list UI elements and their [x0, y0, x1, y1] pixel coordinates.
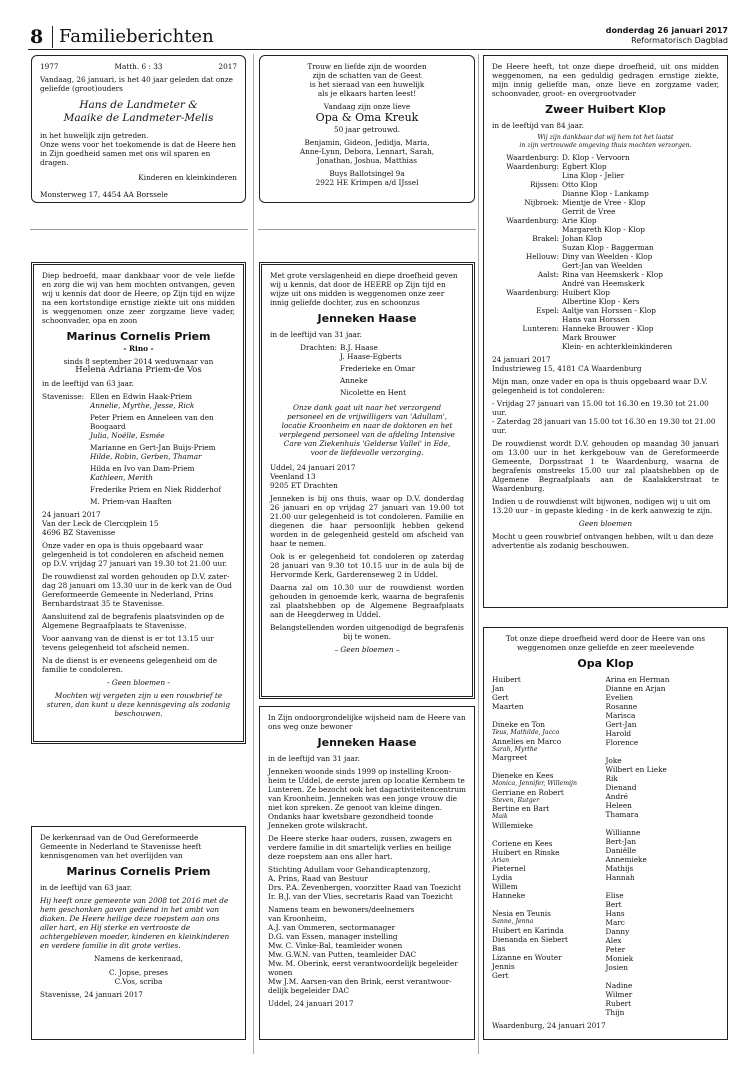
grandchildren: Hilde, Robin, Gerben, Thamar [90, 452, 202, 461]
address: 4696 BZ Stavenisse [42, 528, 116, 537]
family-member: Gert [492, 693, 509, 702]
address: Buys Ballotsingel 9a [329, 169, 405, 178]
signature-line: Mw. M. Oberink, eerst verantwoordelijk begeleider [268, 959, 458, 968]
signature: Kinderen en kleinkinderen [138, 173, 237, 182]
family-member: Bas [492, 943, 506, 953]
deceased-name: Jenneken Haase [317, 312, 417, 325]
date: 24 januari 2017 [492, 355, 551, 364]
family-member: Rubert [605, 999, 632, 1008]
family-list-right [606, 675, 720, 1017]
family-member: Gert [492, 970, 509, 980]
thanks-note: Onze dank gaat uit naar het verzorgend personeel en de vrijwilligers van 'Adullam', locatie Kroonheim en naar de doktoren en het verplegend personeel van de afdeling Intensive Care van Ziekenhuis 'Gelderse Vallei' in Ede, voor de liefdevolle verzorging. [279, 403, 455, 457]
family-names [90, 413, 235, 440]
place-label: Waardenburg: [506, 288, 559, 297]
signatory: C.Vos, scriba [114, 977, 163, 986]
family-member: Elise [605, 891, 624, 900]
family-names [562, 153, 719, 162]
poem-line: is het sieraad van een huwelijk [309, 80, 425, 89]
family-member: Rosanne [605, 702, 638, 711]
place-label: Nijbroek: [524, 198, 559, 207]
place-label: Hellouw: [525, 252, 559, 261]
family-member: André van Heemskerk [562, 279, 645, 288]
family-member: Gert-Jan [605, 720, 637, 729]
address: 9205 ET Drachten [270, 481, 338, 490]
place-label: Drachten: [300, 343, 337, 352]
family-member: Moniek [605, 954, 634, 963]
family-group [492, 306, 719, 324]
signature-line: Namens team en bewoners/deelnemers [268, 905, 415, 914]
address: Uddel, 24 januari 2017 [270, 463, 356, 472]
intro-text: De Heere heeft, tot onze diepe droefheid, uit ons midden weggenomen, na een geduldig gedragen ernstige ziekte, mijn innig geliefde man, onze lieve en zorgzame vader, schoonvader, groot- en overgrootvader [492, 62, 719, 98]
obituary-marinus-priem [31, 262, 246, 744]
signature: Namens de kerkenraad, [94, 954, 183, 963]
body-text: Onze vader en opa is thuis opgebaard waar gelegenheid is tot condoleren en afscheid nemen op D.V. vrijdag 27 januari van 19.30 tot 21.00 uur. [42, 541, 228, 568]
no-flowers-note: - Geen bloemen - [107, 678, 170, 687]
date: Stavenisse, 24 januari 2017 [40, 990, 143, 999]
family-member: Harold [605, 729, 632, 738]
years-married: 50 jaar getrouwd. [333, 125, 401, 134]
family-member [492, 762, 606, 771]
family-member: Anneke [340, 376, 368, 385]
couple-name: Opa & Oma Kreuk [315, 111, 419, 124]
intro-text: Vandaag, 26 januari, is het 40 jaar geleden dat onze geliefde (groot)ouders [40, 75, 233, 93]
body-text: Mocht u geen rouwbrief ontvangen hebben, wilt u dan deze advertentie als zodanig beschouwen. [492, 532, 714, 550]
family-group [492, 180, 719, 198]
family-member: Ellen en Edwin Haak-Priem [90, 392, 193, 401]
family-member: Rik [605, 774, 618, 783]
family-member: Dienand [605, 783, 637, 792]
place-label: Lunteren: [522, 324, 559, 333]
family-member: B.J. Haase [340, 343, 378, 352]
obituary-jenneken-haase-adullam [259, 706, 475, 1040]
family-member: Mark Brouwer [562, 333, 617, 342]
family-list [492, 153, 719, 351]
deceased-name: Marinus Cornelis Priem [66, 330, 211, 343]
family-group [42, 464, 235, 482]
organization-signatures [268, 865, 466, 901]
team-signatures [268, 905, 466, 995]
family-member: M. Priem-van Haaften [90, 497, 172, 506]
poem-line: zijn de schatten van de Geest [312, 71, 422, 80]
family-member: Egbert Klop [562, 162, 607, 171]
deceased-name: Opa Klop [577, 657, 634, 670]
body-text: Belangstellenden worden uitgenodigd de begrafenis bij te wonen. [270, 623, 464, 641]
family-member: Lina Klop - Jelier [562, 171, 625, 180]
family-member: André [605, 792, 628, 801]
intro-text: Met grote verslagenheid en diepe droefheid geven wij u kennis, dat door de HEERE op Zijn tijd en wijze uit ons midden is weggenomen onze zeer innig geliefde dochter, zus en schoonzus [270, 271, 458, 307]
family-member: Suzan Klop - Baggerman [562, 243, 654, 252]
page-header [28, 26, 728, 50]
widower-line: Helena Adriana Priem-de Vos [75, 365, 202, 375]
family-member [606, 972, 720, 981]
date: Uddel, 24 januari 2017 [268, 999, 354, 1008]
place-label: Stavenisse: [42, 392, 85, 401]
family-member: Dieneke en Kees [492, 771, 554, 780]
bible-verse: Matth. 6 : 33 [114, 62, 163, 71]
children-line: Benjamin, Gideon, Jedidja, Maria, [304, 138, 430, 147]
family-member: Daniëlle [605, 846, 637, 855]
body-text: Daarna zal om 10.30 uur de rouwdienst worden gehouden in genoemde kerk, waarna de begrafenis zal plaatshebben op de Algemene Begraafplaats aan de Heegderweg in Uddel. [270, 583, 464, 619]
body-text: De rouwdienst wordt D.V. gehouden op maandag 30 januari om 13.00 uur in het kerkgebouw van de Gereformeerde Gemeente, Dorpsstraat 1 te Waardenburg, waarna de begrafenis omstreeks 15.00 uur zal plaatshebben op de Algemene Begraafplaats aan de Kaalakkerstraat te Waardenburg. [492, 439, 719, 493]
year-end: 2017 [218, 62, 237, 71]
no-flowers-note: – Geen bloemen – [334, 645, 400, 654]
family-member: Willemieke [492, 820, 534, 830]
family-member: Hans van Horssen [562, 315, 630, 324]
grandchildren: Sarah, Myrthe [492, 745, 538, 753]
family-group [42, 443, 235, 461]
address: Industrieweg 15, 4181 CA Waardenburg [492, 364, 642, 373]
header-date [606, 26, 728, 46]
family-names [562, 216, 719, 234]
body-text: Indien u de rouwdienst wilt bijwonen, nodigen wij u uit om 13.20 uur - in gepaste kleding - in de kerk aanwezig te zijn. [492, 497, 713, 515]
couple-name: Maaike de Landmeter-Melis [63, 112, 214, 124]
family-member: Arina en Herman [605, 675, 670, 684]
grandchildren: Annelie, Myrthe, Jesse, Rick [90, 401, 195, 410]
obituary-opa-klop [483, 627, 728, 1040]
family-member: Huibert [492, 675, 521, 684]
family-member: Pieternel [492, 864, 526, 873]
intro-text: De kerkenraad van de Oud Gereformeerde Gemeente in Nederland te Stavenisse heeft kennisgenomen van het overlijden van [40, 833, 202, 860]
place-label [42, 497, 90, 506]
signature-line: Mw J.M. Aarsen-van den Brink, eerst verantwoordelijk begeleider DAC [268, 977, 452, 995]
family-member: Thijn [605, 1008, 625, 1017]
column-rule [253, 54, 254, 1054]
grandchildren: Steven, Rutger [492, 796, 540, 804]
family-member [606, 819, 720, 828]
intro-text: Vandaag zijn onze lieve [323, 102, 411, 111]
family-names [562, 234, 719, 252]
family-member [492, 900, 606, 909]
body-text: Mijn man, onze vader en opa is thuis opgebaard waar D.V. gelegenheid is tot condoleren: [492, 377, 708, 395]
family-member: Annelies en Marco [492, 736, 562, 746]
poem-line: als je elkaars harten leest! [317, 89, 417, 98]
family-member: Marianne en Gert-Jan Buijs-Priem [90, 443, 216, 452]
family-names [90, 497, 235, 506]
children-line: Jonathan, Joshua, Matthias [317, 156, 417, 165]
family-names [562, 306, 719, 324]
family-member [492, 711, 606, 720]
quote: Hij heeft onze gemeente van 2008 tot 2016 met de hem geschonken gaven gediend in het ambt van diaken. De Heere heilige deze roepstem aan ons aller hart, en Hij sterke en vertrooste de achtergebleven moeder, kinderen en kleinkinderen en verdere familie in dit grote verlies. [40, 896, 230, 950]
grandchildren: Arian [492, 856, 510, 864]
family-member [492, 830, 606, 839]
family-member: Danny [605, 927, 630, 936]
address: Monsterweg 17, 4454 AA Borssele [40, 190, 168, 199]
family-member: Mientje de Vree - Klop [562, 198, 646, 207]
place-label: Aalst: [537, 270, 559, 279]
widower-line: sinds 8 september 2014 weduwnaar van [63, 357, 214, 366]
family-member: Albertine Klop - Kers [562, 297, 640, 306]
family-member: Klein- en achterkleinkinderen [562, 342, 673, 351]
family-group [42, 413, 235, 440]
family-member: Huibert en Karinda [492, 925, 564, 935]
family-member: Peter [605, 945, 626, 954]
signatory: C. Jopse, preses [109, 968, 168, 977]
family-member: Gerrit de Vree [562, 207, 616, 216]
family-member: Dienanda en Siebert [492, 934, 568, 944]
signature-line: Mw. G.W.N. van Putten, teamleider DAC [268, 950, 417, 959]
body-text: Jenneken is bij ons thuis, waar op D.V. donderdag 26 januari en op vrijdag 27 januari van 19.00 tot 21.00 uur gelegenheid is tot condoleren. Familie en diegenen die haar persoonlijk hebben gekend worden in de gelegenheid gesteld om afscheid van haar te nemen. [270, 494, 464, 548]
family-member: Joke [605, 756, 622, 765]
place-label: Waardenburg: [506, 153, 559, 162]
family-names [562, 270, 719, 288]
family-member: Rina van Heemskerk - Klop [562, 270, 663, 279]
signature-line: Ir. B.J. van der Vlies, secretaris Raad van Toezicht [268, 892, 453, 901]
grandchildren: Kathleen, Merith [90, 473, 153, 482]
body-text: De Heere sterke haar ouders, zussen, zwagers en verdere familie in dit smartelijk verlies en heilige deze roepstem aan ons aller hart. [268, 834, 453, 861]
children-line: Anne-Lynn, Debora, Lennart, Sarah, [299, 147, 435, 156]
family-member: Thamara [605, 810, 639, 819]
intro-text: In Zijn ondoorgrondelijke wijsheid nam de Heere van ons weg onze bewoner [268, 713, 466, 731]
family-list-left [492, 675, 606, 1017]
family-member: Nicolette en Hent [340, 388, 407, 397]
obituary-zweer-klop [483, 55, 728, 608]
family-member: Coriene en Kees [492, 838, 553, 848]
family-member: Bert-Jan [605, 837, 637, 846]
body-text: Ook is er gelegenheid tot condoleren op zaterdag 28 januari van 9.30 tot 10.15 uur in de aula bij de Hervormde Kerk, Garderenseweg 2 in Uddel. [270, 552, 464, 579]
family-names [90, 464, 235, 482]
address: Veenland 13 [270, 472, 316, 481]
family-member: Nadine [605, 981, 633, 990]
family-list [270, 343, 464, 397]
family-member: Maarten [492, 702, 524, 711]
body-text: Na de dienst is er eveneens gelegenheid om de familie te condoleren. [42, 656, 218, 674]
body-text: Jenneken woonde sinds 1999 op instelling Kroonheim te Uddel, de eerste jaren op locatie Kernhem te Lunteren. Ze bezocht ook het dagactiviteitencentrum van Kroonheim. Jenneken was een jonge vrouw die niet kon spreken. Ze genoot van kleine dingen. Ondanks haar kwetsbare gezondheid toonde Jenneken grote wilskracht. [268, 767, 466, 830]
grandchildren: Julia, Noëlle, Esmée [90, 431, 165, 440]
age: in de leeftijd van 63 jaar. [40, 883, 132, 892]
body-text: Onze wens voor het toekomende is dat de Heere hen in Zijn goedheid samen met ons wil sparen en dragen. [40, 140, 237, 167]
age: in de leeftijd van 63 jaar. [42, 379, 134, 388]
family-member: Huibert en Rinske [492, 847, 560, 857]
family-member: Huibert Klop [562, 288, 610, 297]
family-member: Lydia [492, 873, 513, 882]
obituary-church-council [31, 826, 246, 1040]
anniversary-ad-landmeter [31, 55, 246, 203]
family-member: Peter Priem en Anneleen van den Boogaard [90, 413, 214, 431]
family-member [606, 747, 720, 756]
age: in de leeftijd van 31 jaar. [270, 330, 362, 339]
no-flowers-note: Geen bloemen [578, 519, 633, 528]
grandchildren: Monica, Jennifer, Willemijn [492, 780, 577, 787]
date: 24 januari 2017 [42, 510, 101, 519]
family-member: Nesia en Teunis [492, 909, 551, 918]
family-member: Jennis [492, 961, 515, 971]
family-names [562, 162, 719, 180]
signature-line: wonen [268, 968, 293, 977]
signature-line: van Kroonheim, [268, 914, 327, 923]
family-group [492, 252, 719, 270]
age: in de leeftijd van 31 jaar. [268, 754, 360, 763]
family-group [492, 288, 719, 306]
family-member: Aaltje van Horssen - Klop [562, 306, 656, 315]
family-member: Bertine en Bart [492, 804, 550, 813]
horizontal-rule [30, 229, 248, 230]
place-label: Brakel: [532, 234, 559, 243]
family-member: Hannah [605, 873, 635, 882]
place-label [42, 464, 90, 482]
place-label [42, 443, 90, 461]
family-member: Wilbert en Lieke [605, 765, 667, 774]
grandchildren: Teus, Mathilde, Jacco [492, 729, 560, 736]
couple-name: Hans de Landmeter & [79, 99, 198, 111]
place-label: Espel: [536, 306, 559, 315]
family-group [42, 497, 235, 506]
body-text: Mochten wij vergeten zijn u een rouwbrief te sturen, dan kunt u deze kennisgeving als zodanig beschouwen. [46, 691, 231, 718]
year-start: 1977 [40, 62, 59, 71]
family-member: Marisca [605, 711, 636, 720]
family-member: Wilmer [605, 990, 633, 999]
body-text: - Zaterdag 28 januari van 15.00 tot 16.30 en 19.30 tot 21.00 uur. [492, 417, 716, 435]
date: Waardenburg, 24 januari 2017 [492, 1021, 606, 1030]
family-member: Heleen [605, 801, 632, 810]
family-names [90, 443, 235, 461]
poem-line: Trouw en liefde zijn de woorden [307, 62, 427, 71]
family-member: Lizanne en Wouter [492, 952, 562, 962]
deceased-name: Zweer Huibert Klop [545, 103, 666, 116]
body-text: Voor aanvang van de dienst is er tot 13.15 uur tevens gelegenheid tot afscheid nemen. [42, 634, 214, 652]
family-member: Frederike Priem en Niek Ridderhof [90, 485, 221, 494]
place-label: Waardenburg: [506, 216, 559, 225]
place-label: Rijssen: [529, 180, 559, 189]
family-names [562, 288, 719, 306]
nickname: - Rino - [123, 344, 154, 353]
grandchildren: Sanne, Jenna [492, 918, 534, 925]
family-group [492, 162, 719, 180]
family-member: Gert-Jan van Weelden [562, 261, 643, 270]
age: in de leeftijd van 84 jaar. [492, 121, 584, 130]
family-member: Dineke en Ton [492, 720, 545, 729]
address: 2922 HE Krimpen a/d IJssel [315, 178, 419, 187]
paper-name: Reformatorisch Dagblad [631, 36, 728, 45]
intro-text: Tot onze diepe droefheid werd door de Heere van ons weggenomen onze geliefde en zeer meelevende [505, 634, 706, 652]
family-member: Marc [605, 918, 625, 927]
quote: in zijn vertrouwde omgeving thuis mochten verzorgen. [519, 141, 692, 149]
family-member: Willianne [605, 828, 641, 837]
family-group [42, 485, 235, 494]
signature-line: Stichting Adullam voor Gehandicaptenzorg, [268, 865, 431, 874]
family-group [492, 153, 719, 162]
family-member: Otto Klop [562, 180, 598, 189]
anniversary-ad-kreuk [259, 55, 475, 203]
family-member: Margareth Klop - Klop [562, 225, 645, 234]
family-member: Hanneke [492, 891, 526, 900]
family-member: Dianne en Arjan [605, 684, 666, 693]
page-number: 8 [30, 26, 44, 48]
body-text: De rouwdienst zal worden gehouden op D.V. zaterdag 28 januari om 13.30 uur in de kerk van de Oud Gereformeerde Gemeente in Nederland, Prins Bernhardstraat 35 te Stavenisse. [42, 572, 232, 608]
family-member: Josien [605, 963, 628, 972]
deceased-name: Marinus Cornelis Priem [66, 865, 211, 878]
family-member: Willem [492, 882, 518, 891]
obituary-jenneken-haase-family [259, 262, 475, 699]
grandchildren: Maik [492, 813, 508, 820]
family-member: Diny van Weelden - Klop [562, 252, 653, 261]
family-member: Bert [605, 900, 622, 909]
horizontal-rule [258, 229, 476, 230]
family-list [42, 392, 235, 506]
signature-line: Drs. P.A. Zevenbergen, voorzitter Raad van Toezicht [268, 883, 462, 892]
family-group [42, 392, 235, 410]
family-member [606, 882, 720, 891]
family-member: Florence [605, 738, 639, 747]
family-group [492, 270, 719, 288]
family-names [90, 392, 235, 410]
family-member: Arie Klop [562, 216, 597, 225]
family-names [562, 252, 719, 270]
family-member: Alex [605, 936, 622, 945]
family-member: Margreet [492, 753, 528, 762]
column-rule [478, 54, 479, 1054]
family-member: Frederieke en Omar [340, 364, 416, 373]
family-member: Annemieke [605, 855, 647, 864]
family-names [562, 198, 719, 216]
family-names [562, 180, 719, 198]
family-member: Mathijs [605, 864, 634, 873]
family-member: Hans [605, 909, 625, 918]
signature-line: A. Prins, Raad van Bestuur [268, 874, 368, 883]
family-group [492, 198, 719, 216]
family-member: Johan Klop [562, 234, 603, 243]
family-member: J. Haase-Egberts [340, 352, 402, 361]
family-group [492, 216, 719, 234]
body-text: Aansluitend zal de begrafenis plaatsvinden op de Algemene Begraafplaats te Stavenisse. [42, 612, 225, 630]
place-label [42, 485, 90, 494]
signature-line: D.G. van Essen, manager instelling [268, 932, 398, 941]
family-names [562, 324, 719, 351]
family-member: Hanneke Brouwer - Klop [562, 324, 654, 333]
intro-text: Diep bedroefd, maar dankbaar voor de vele liefde en zorg die wij van hem mochten ontvangen, geven wij u kennis dat door de Heere, op Zijn tijd en wijze na een kortstondige ernstige ziekte uit ons midden is weggenomen onze zeer zorgzame lieve vader, schoonvader, opa en zoon [42, 271, 235, 325]
family-member: Jan [492, 684, 504, 693]
signature-line: Mw. C. Vinke-Bal, teamleider wonen [268, 941, 403, 950]
issue-date: donderdag 26 januari 2017 [605, 26, 728, 35]
body-text: in het huwelijk zijn getreden. [40, 131, 149, 140]
family-member: Evelien [605, 693, 633, 702]
quote: Wij zijn dankbaar dat wij hem tot het laatst [537, 134, 674, 141]
family-group [492, 324, 719, 351]
place-label [42, 413, 90, 440]
section-title: Familieberichten [52, 26, 214, 48]
family-group [492, 234, 719, 252]
body-text: - Vrijdag 27 januari van 15.00 tot 16.30 en 19.30 tot 21.00 uur. [492, 399, 709, 417]
place-label: Waardenburg: [506, 162, 559, 171]
signature-line: A.J. van Ommeren, sectormanager [268, 923, 396, 932]
family-member: Hilda en Ivo van Dam-Priem [90, 464, 195, 473]
family-member: D. Klop - Vervoorn [562, 153, 630, 162]
deceased-name: Jenneken Haase [317, 736, 417, 749]
family-member: Dianne Klop - Lankamp [562, 189, 649, 198]
family-names [90, 485, 235, 494]
family-member: Gerriane en Robert [492, 787, 564, 797]
address: Van der Leck de Clercqplein 15 [42, 519, 159, 528]
